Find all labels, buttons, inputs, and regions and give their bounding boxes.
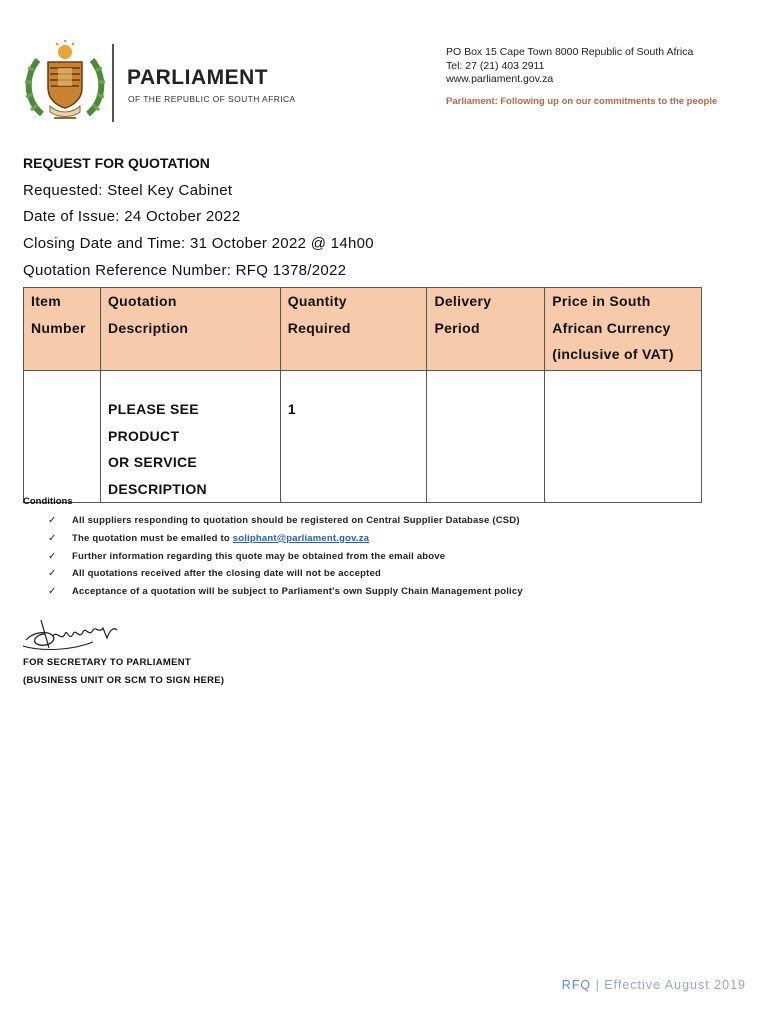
list-item: ✓ Further information regarding this quote may be obtained from the email above [48,548,523,566]
header-delivery-period: Delivery Period [427,288,545,371]
footer-effective: Effective August 2019 [604,978,746,992]
cell-quantity: 1 [280,371,427,503]
table-row [24,371,702,503]
requested-line: Requested: Steel Key Cabinet [23,182,233,199]
table-header-row [24,288,702,371]
signature-line-2: (BUSINESS UNIT OR SCM TO SIGN HERE) [23,675,225,686]
address: PO Box 15 Cape Town 8000 Republic of South Africa [446,46,694,58]
header-divider [112,44,114,122]
telephone: Tel: 27 (21) 403 2911 [446,59,545,72]
footer-code: RFQ [561,978,592,992]
list-item: ✓ The quotation must be emailed to soliphant@parliament.gov.za [48,530,523,548]
cell-delivery [427,371,545,503]
header-quantity-required: Quantity Required [280,288,427,371]
list-item: ✓ Acceptance of a quotation will be subject to Parliament's own Supply Chain Management policy [48,583,523,601]
footer-separator: | [595,978,600,992]
checkmark-icon: ✓ [48,568,57,580]
checkmark-icon: ✓ [48,550,57,562]
cell-item-number [24,371,101,503]
checkmark-icon: ✓ [48,515,57,526]
header-quotation-description: Quotation Description [100,288,280,371]
email-link[interactable]: soliphant@parliament.gov.za [232,532,370,544]
org-name: PARLIAMENT [127,66,269,89]
checkmark-icon: ✓ [48,586,57,598]
quotation-table [23,287,702,503]
closing-date-line: Closing Date and Time: 31 October 2022 @ 14h00 [23,235,374,252]
conditions-title: Conditions [23,496,73,507]
handwritten-signature [23,612,123,654]
header-item-number: Item Number [24,288,101,371]
cell-price [545,371,702,503]
contact-block [446,46,693,87]
document-title: REQUEST FOR QUOTATION [23,155,210,171]
checkmark-icon: ✓ [48,532,57,544]
header-price: Price in South African Currency (inclusive of VAT) [545,288,702,371]
list-item: ✓ All quotations received after the closing date will not be accepted [48,565,523,583]
org-subtitle: OF THE REPUBLIC OF SOUTH AFRICA [128,94,296,104]
signature-line-1: FOR SECRETARY TO PARLIAMENT [23,657,192,668]
website: www.parliament.gov.za [446,73,554,85]
reference-number-line: Quotation Reference Number: RFQ 1378/2022 [23,262,347,279]
date-of-issue-line: Date of Issue: 24 October 2022 [23,208,241,225]
conditions-list [48,512,523,601]
list-item: ✓ All suppliers responding to quotation should be registered on Central Supplier Database (CSD) [48,512,523,530]
footer [562,978,746,992]
cell-description: PLEASE SEE PRODUCT OR SERVICE DESCRIPTION [100,371,280,503]
motto: Parliament: Following up on our commitments to the people [446,96,718,107]
parliament-coat-of-arms-icon [20,40,110,124]
